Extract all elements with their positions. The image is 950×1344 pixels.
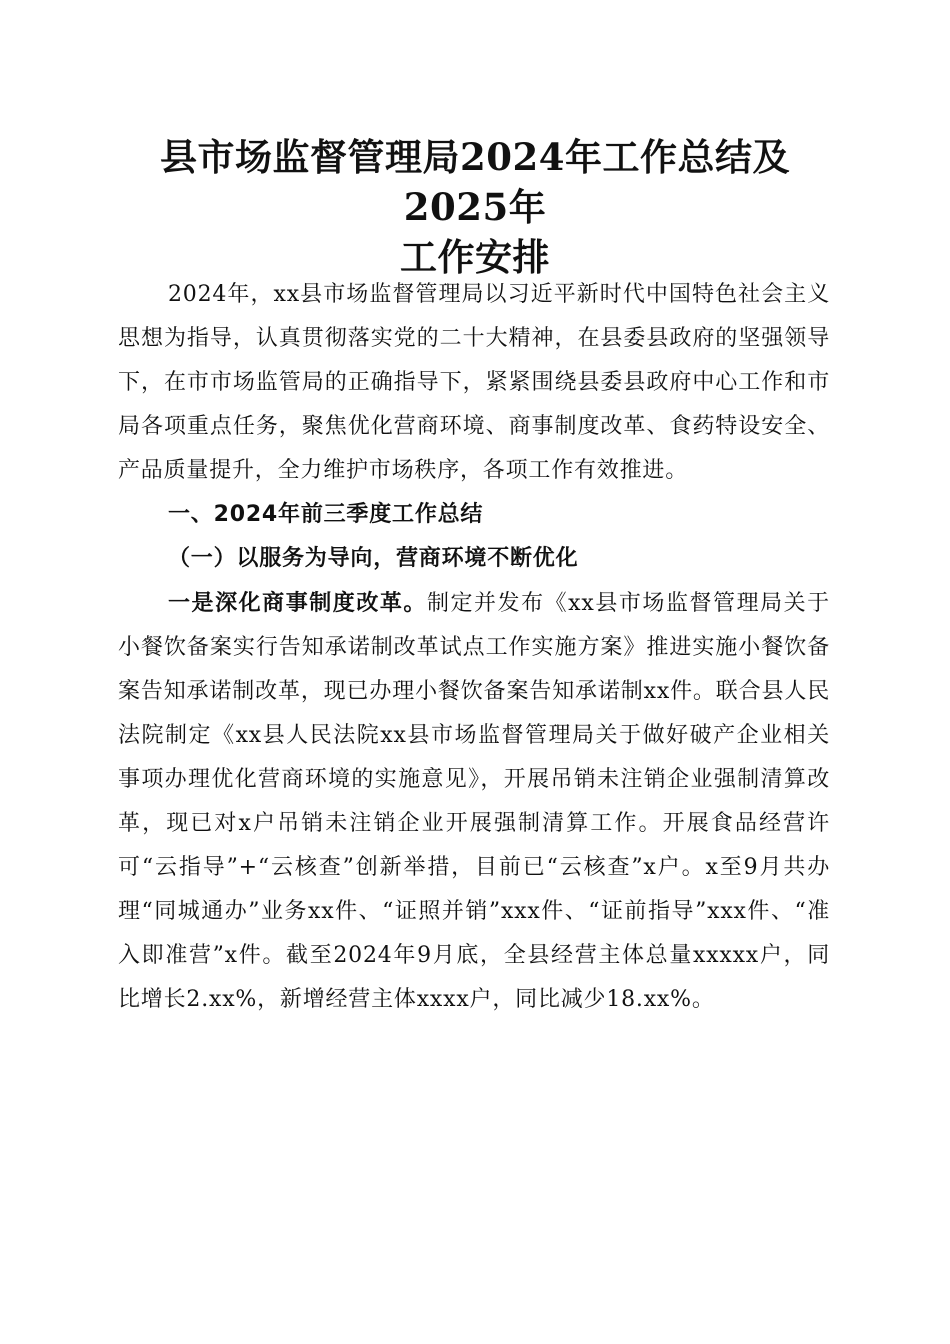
document-body	[118, 273, 830, 1022]
section-heading: 一、2024年前三季度工作总结	[168, 502, 484, 527]
title-line-1: 县市场监督管理局2024年工作总结及2025年	[160, 135, 790, 229]
title-line-2: 工作安排	[400, 235, 550, 279]
paragraph-1	[118, 581, 830, 1022]
paragraph-1-body: 制定并发布《xx县市场监督管理局关于小餐饮备案实行告知承诺制改革试点工作实施方案》推进实施小餐饮备案告知承诺制改革，现已办理小餐饮备案告知承诺制xx件。联合县人民法院制定《xx县人民法院xx县市场监督管理局关于做好破产企业相关事项办理优化营商环境的实施意见》，开展吊销未注销企业强制清算改革，现已对x户吊销未注销企业开展强制清算工作。开展食品经营许可“云指导”+“云核查”创新举措，目前已“云核查”x户。x至9月共办理“同城通办”业务xx件、“证照并销”xxx件、“证前指导”xxx件、“准入即准营”x件。截至2024年9月底，全县经营主体总量xxxxx户，同比增长2.xx%，新增经营主体xxxx户，同比减少18.xx%。	[118, 591, 830, 1012]
document-title	[110, 132, 840, 282]
subsection-heading: （一）以服务为导向，营商环境不断优化	[168, 546, 579, 571]
intro-paragraph: 2024年，xx县市场监督管理局以习近平新时代中国特色社会主义思想为指导，认真贯彻落实党的二十大精神，在县委县政府的坚强领导下，在市市场监管局的正确指导下，紧紧围绕县委县政府中心工作和市局各项重点任务，聚焦优化营商环境、商事制度改革、食药特设安全、产品质量提升，全力维护市场秩序，各项工作有效推进。	[118, 282, 830, 483]
paragraph-1-lead: 一是深化商事制度改革。	[168, 590, 427, 616]
